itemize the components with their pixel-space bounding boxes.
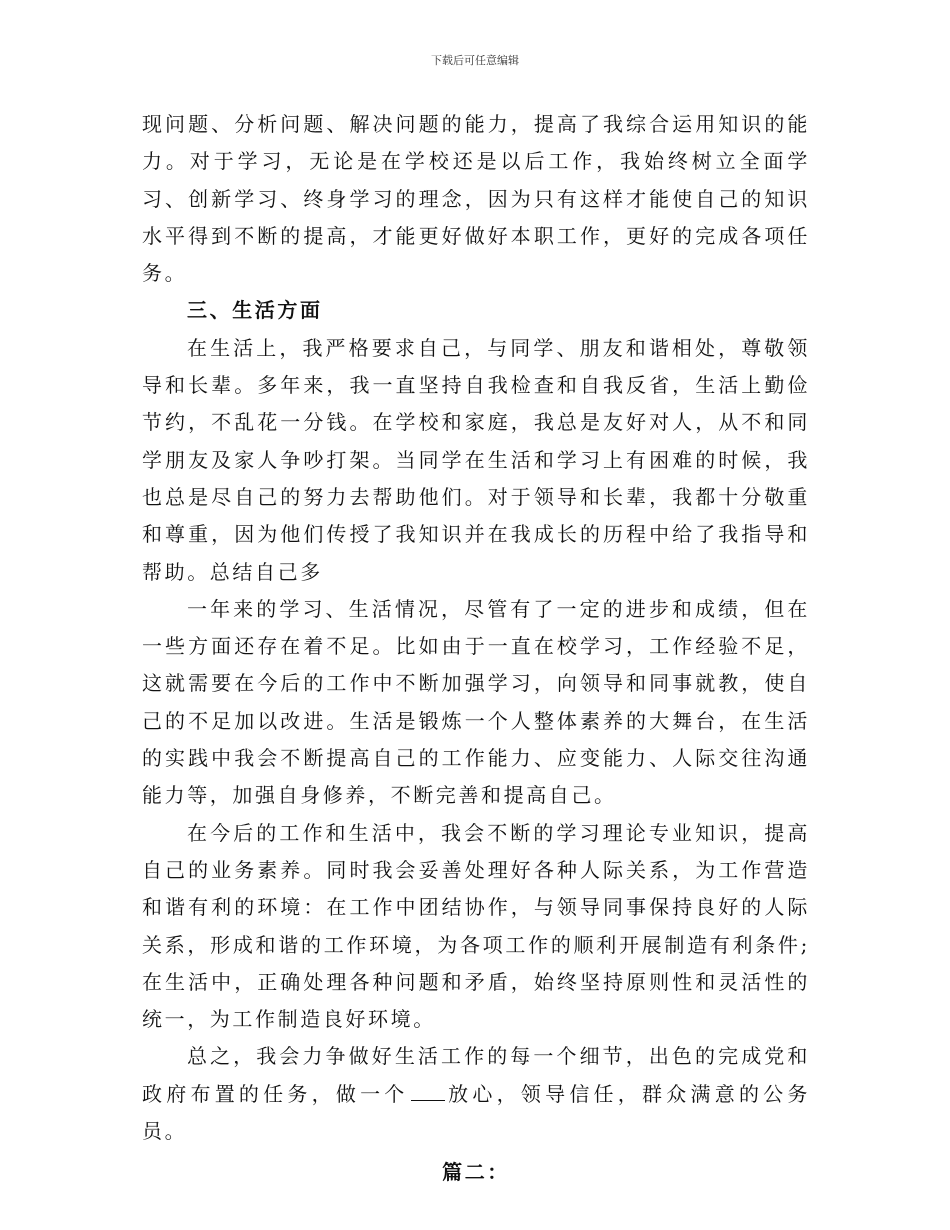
section-heading: 三、生活方面: [187, 298, 323, 323]
closing-text-start: 总之，我会力争做好生活工作的每一个细节，出色的完成党和政府布置的任务，做一个: [142, 1044, 810, 1106]
paragraph-life: 在生活上，我严格要求自己，与同学、朋友和谐相处，尊敬领导和长辈。多年来，我一直坚持自我检查和自我反省，生活上勤俭节约，不乱花一分钱。在学校和家庭，我总是友好对人，从不和同学朋友及家人争吵打架。当同学在生活和学习上有困难的时候，我也总是尽自己的努力去帮助他们。对于领导和长辈，我都十分敬重和尊重，因为他们传授了我知识并在我成长的历程中给了我指导和帮助。总结自己多: [142, 335, 810, 584]
part-title: 篇二：: [442, 1160, 510, 1185]
paragraph-future: 在今后的工作和生活中，我会不断的学习理论专业知识，提高自己的业务素养。同时我会妥善处理好各种人际关系，为工作营造和谐有利的环境：在工作中团结协作，与领导同事保持良好的人际关系，形成和谐的工作环境，为各项工作的顺利开展制造有利条件;在生活中，正确处理各种问题和矛盾，始终坚持原则性和灵活性的统一，为工作制造良好环境。: [142, 820, 810, 1032]
fill-in-blank: [411, 1082, 445, 1101]
paragraph-closing: [142, 1038, 810, 1150]
paragraph-continuation: 现问题、分析问题、解决问题的能力，提高了我综合运用知识的能力。对于学习，无论是在学校还是以后工作，我始终树立全面学习、创新学习、终身学习的理念，因为只有这样才能使自己的知识水平得到不断的提高，才能更好做好本职工作，更好的完成各项任务。: [142, 112, 810, 286]
paragraph-summary: 一年来的学习、生活情况，尽管有了一定的进步和成绩，但在一些方面还存在着不足。比如由于一直在校学习，工作经验不足，这就需要在今后的工作中不断加强学习，向领导和同事就教，使自己的不足加以改进。生活是锻炼一个人整体素养的大舞台，在生活的实践中我会不断提高自己的工作能力、应变能力、人际交往沟通能力等，加强自身修养，不断完善和提高自己。: [142, 596, 810, 808]
closing-text-end: 放心，领导信任，群众满意的公务员。: [142, 1081, 811, 1144]
page-header: 下载后可任意编辑: [431, 54, 519, 67]
document-body: [142, 106, 810, 1192]
